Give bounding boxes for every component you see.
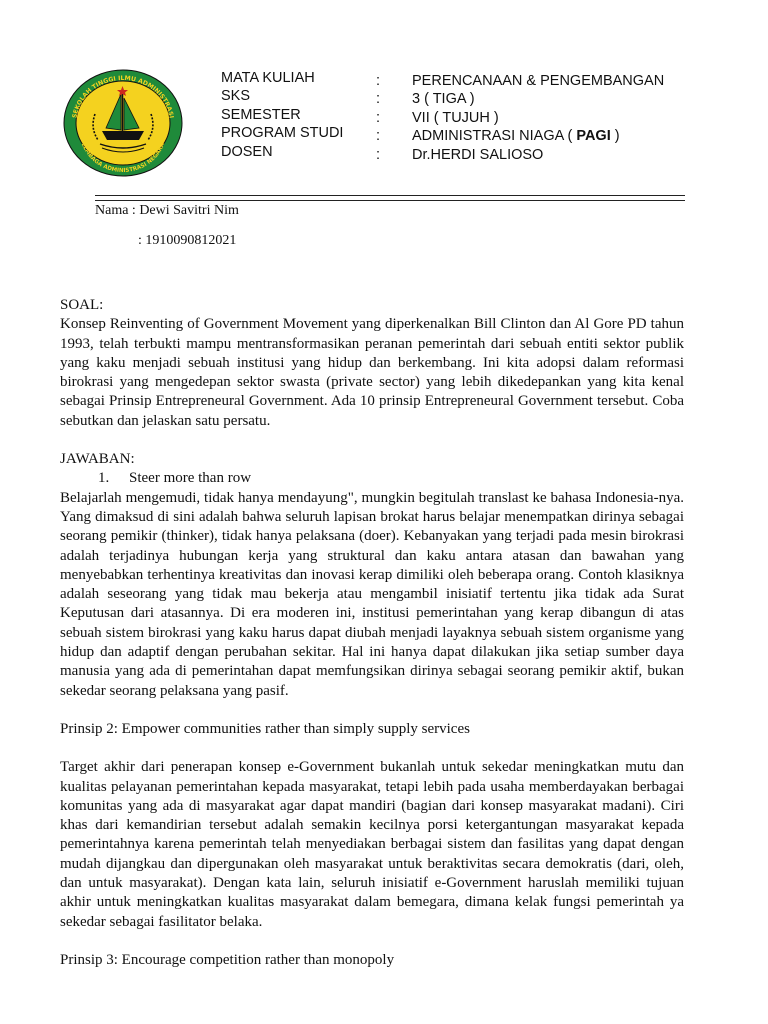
prinsip-2-title: Prinsip 2: Empower communities rather than simply supply services bbox=[60, 720, 470, 737]
soal-text: Konsep Reinventing of Government Movement yang diperkenalkan Bill Clinton dan Al Gore PD tahun 1993, telah terbukti mampu mentransformasikan peranan pemerintah dari sebuah entiti sektor publik yang kaku menjadi sebuah institusi yang hidup dan berkembang. Ini kita adopsi dalam reformasi birokrasi yang mengedepan sektor swasta (private sector) yang lebih dikedepankan yang kita kenal sebagai Prinsip Entrepreneural Government. Ada 10 prinsip Entrepreneural Government tersebut. Coba sebutkan dan jelaskan satu persatu. bbox=[60, 316, 684, 429]
jawaban-item-1 bbox=[60, 469, 684, 488]
logo-text-top: SEKOLAH TINGGI ILMU ADMINISTRASI bbox=[71, 74, 175, 119]
value-sks: 3 ( TIGA ) bbox=[412, 91, 475, 108]
label-sks: SKS bbox=[221, 88, 251, 105]
student-name-line: Nama : Dewi Savitri Nim bbox=[95, 203, 239, 218]
header-divider-top bbox=[95, 195, 685, 196]
label-semester: SEMESTER bbox=[221, 106, 301, 123]
prinsip-3-title: Prinsip 3: Encourage competition rather than monopoly bbox=[60, 951, 395, 968]
item-1-title: Steer more than row bbox=[129, 470, 252, 487]
jawaban-heading: JAWABAN: bbox=[60, 451, 135, 468]
institution-logo bbox=[62, 68, 184, 178]
value-program-studi-prefix: ADMINISTRASI NIAGA ( bbox=[412, 128, 577, 145]
header-labels bbox=[221, 69, 343, 161]
colon-mata-kuliah: : bbox=[376, 73, 381, 89]
prinsip-2-text: Target akhir dari penerapan konsep e-Government bukanlah untuk sekedar meningkatkan mutu dan kualitas pelayanan pemerintahan kepada masyarakat, tetapi lebih pada usaha memberdayakan berbagai komunitas yang ada di masyarakat agar dapat mandiri (bagian dari konsep masyarakat madani). Ciri khas dari kemandirian tersebut adalah semakin kecilnya porsi ketergantungan masyarakat kepada pemerintahnya karena pemerintah telah menyediakan berbagai sistem dan fasilitas yang dapat dengan mudah dijangkau dan dipergunakan oleh masyarakat untuk beraktivitas secara demokratis (dari, oleh, dan untuk masyarakat). Dengan kata lain, seluruh inisiatif e-Government haruslah memiliki tujuan akhir untuk meningkatkan kualitas masyarakat dalam bemegara, dimana kelak fungsi pemerintah ya sekedar sebagai fasilitator belaka. bbox=[60, 759, 684, 930]
colon-program-studi: : bbox=[376, 128, 381, 145]
item-1-number: 1. bbox=[98, 470, 110, 487]
item-1-text: Belajarlah mengemudi, tidak hanya mendayung", mungkin begitulah translast ke bahasa Indonesia-nya. Yang dimaksud di sini adalah bahwa seluruh lapisan brokat harus belajar menempatkan dirinya sebagai seorang pemikir (thinker), tidak hanya pelaksana (doer). Kebanyakan yang terjadi pada mesin birokrasi adalah terjadinya hubungan kerja yang struktural dan kaku antara atasan dan bawahan yang menyebabkan terhentinya kreativitas dan inovasi kerap dimiliki oleh beberapa orang. Contoh klasiknya adalah seseorang yang tidak mau bekerja atau mengambil inisiatif tertentu jika tidak ada Surat Keputusan dari atasannya. Di era moderen ini, institusi pemerintahan yang kerap dibangun di atas sebuah sistem birokrasi yang kaku harus dapat diubah menjadi layaknya sebuah sistem organisme yang hidup dan adaptif dengan perubahan sekitar. Hal ini hanya dapat dilakukan jika setiap sumber daya manusia yang ada di pemerintahan dapat memfungsikan dirinya sebagai seorang pemikir aktif, bukan sekedar seorang pelaksana yang pasif. bbox=[60, 489, 684, 699]
student-nim-line: : 1910090812021 bbox=[138, 233, 237, 248]
colon-semester: : bbox=[376, 109, 381, 126]
document-body bbox=[60, 296, 684, 970]
logo-text-bottom: LEMBAGA ADMINISTRASI NEGARA bbox=[79, 142, 167, 175]
header-divider-bottom bbox=[95, 200, 685, 201]
label-program-studi: PROGRAM STUDI bbox=[221, 125, 344, 142]
value-mata-kuliah: PERENCANAAN & PENGEMBANGAN bbox=[412, 73, 665, 89]
value-program-studi-bold: PAGI bbox=[576, 128, 611, 145]
header-colons bbox=[376, 72, 380, 164]
value-semester: VII ( TUJUH ) bbox=[412, 109, 499, 126]
label-mata-kuliah: MATA KULIAH bbox=[221, 70, 315, 86]
header-values bbox=[412, 72, 664, 164]
label-dosen: DOSEN bbox=[221, 143, 273, 160]
value-dosen: Dr.HERDI SALIOSO bbox=[412, 146, 544, 163]
colon-dosen: : bbox=[376, 146, 381, 163]
value-program-studi bbox=[412, 127, 664, 145]
colon-sks: : bbox=[376, 91, 381, 108]
value-program-studi-suffix: ) bbox=[610, 128, 620, 145]
soal-heading: SOAL: bbox=[60, 297, 104, 313]
